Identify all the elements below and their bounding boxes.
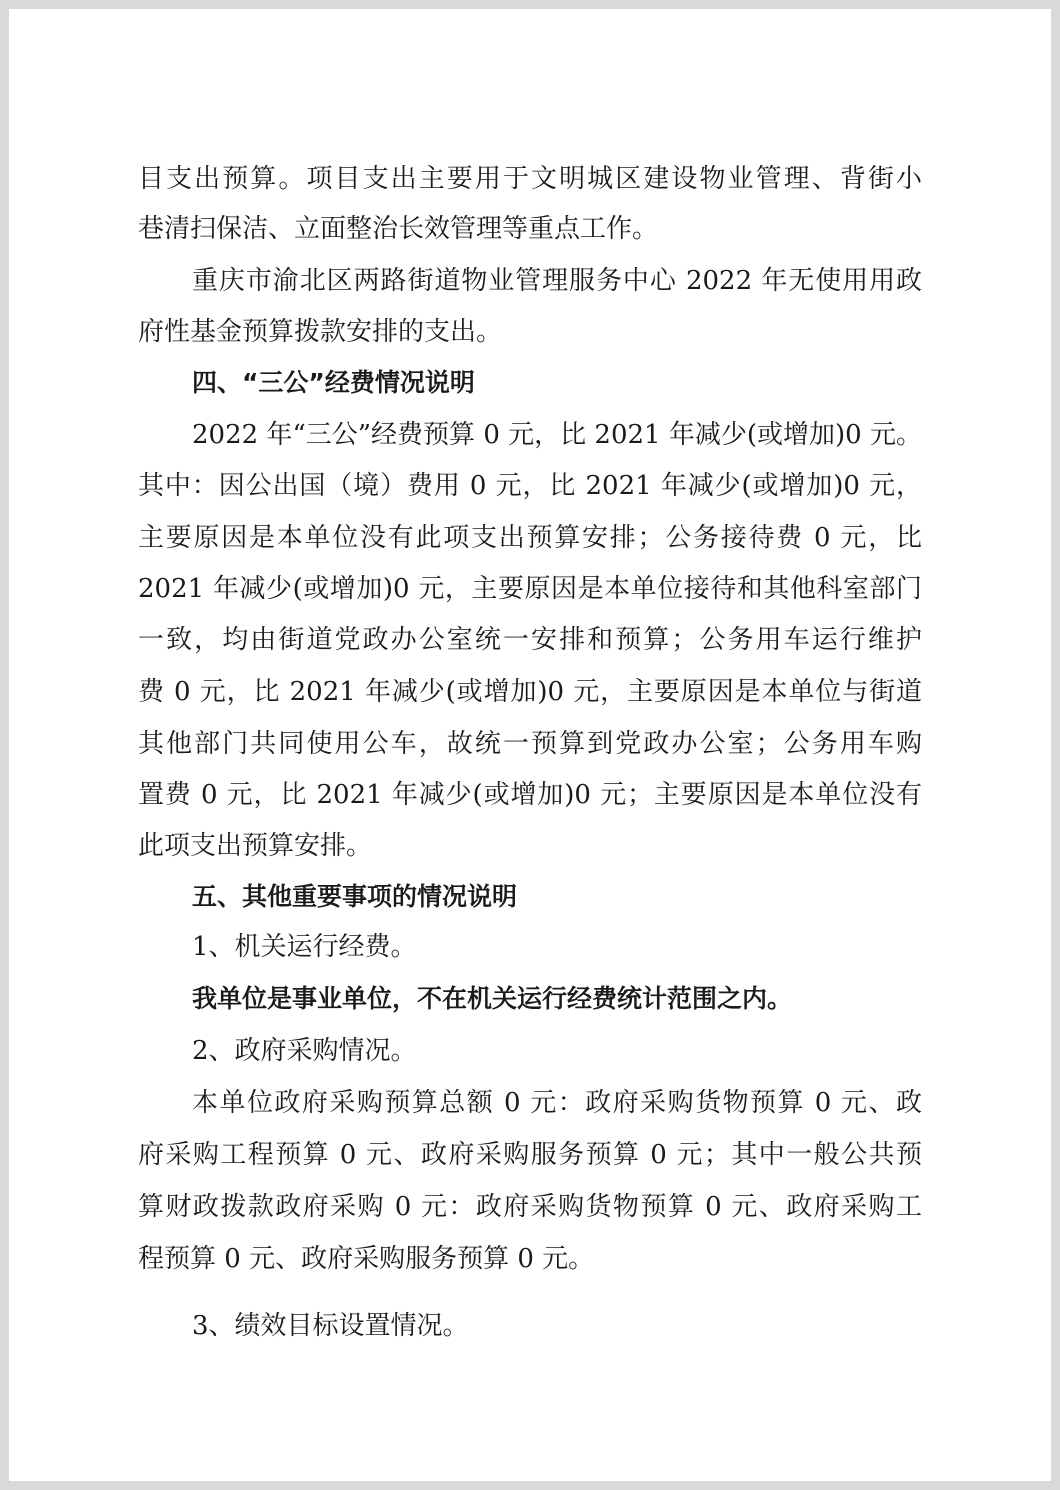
body-line: 此项支出预算安排。	[138, 831, 373, 861]
body-line: 费 0 元，比 2021 年减少(或增加)0 元，主要原因是本单位与街道	[138, 677, 922, 707]
body-line: 1、机关运行经费。	[192, 932, 417, 962]
body-line: 3、绩效目标设置情况。	[192, 1311, 469, 1341]
body-line: 置费 0 元，比 2021 年减少(或增加)0 元；主要原因是本单位没有	[138, 780, 922, 810]
body-line: 本单位政府采购预算总额 0 元：政府采购货物预算 0 元、政	[192, 1088, 922, 1118]
body-line: 目支出预算。项目支出主要用于文明城区建设物业管理、背街小	[138, 164, 922, 194]
body-line: 主要原因是本单位没有此项支出预算安排；公务接待费 0 元，比	[138, 523, 922, 553]
body-line: 2022 年“三公”经费预算 0 元，比 2021 年减少(或增加)0 元。	[192, 420, 922, 450]
body-line: 其中：因公出国（境）费用 0 元，比 2021 年减少(或增加)0 元，	[138, 471, 922, 501]
body-line: 2、政府采购情况。	[192, 1036, 417, 1066]
body-line: 程预算 0 元、政府采购服务预算 0 元。	[138, 1244, 595, 1274]
body-line: 巷清扫保洁、立面整治长效管理等重点工作。	[138, 214, 659, 244]
document-page	[9, 9, 1051, 1481]
body-line: 重庆市渝北区两路街道物业管理服务中心 2022 年无使用用政	[192, 266, 922, 296]
body-line: 一致，均由街道党政办公室统一安排和预算；公务用车运行维护	[138, 625, 922, 655]
section-heading: 四、“三公”经费情况说明	[192, 368, 475, 397]
body-line: 其他部门共同使用公车，故统一预算到党政办公室；公务用车购	[138, 729, 922, 759]
body-line: 府采购工程预算 0 元、政府采购服务预算 0 元；其中一般公共预	[138, 1140, 922, 1170]
body-line: 府性基金预算拨款安排的支出。	[138, 317, 503, 347]
section-heading: 五、其他重要事项的情况说明	[192, 882, 518, 911]
body-line: 2021 年减少(或增加)0 元，主要原因是本单位接待和其他科室部门	[138, 574, 922, 604]
body-line-bold: 我单位是事业单位，不在机关运行经费统计范围之内。	[192, 984, 793, 1013]
body-line: 算财政拨款政府采购 0 元：政府采购货物预算 0 元、政府采购工	[138, 1192, 922, 1222]
